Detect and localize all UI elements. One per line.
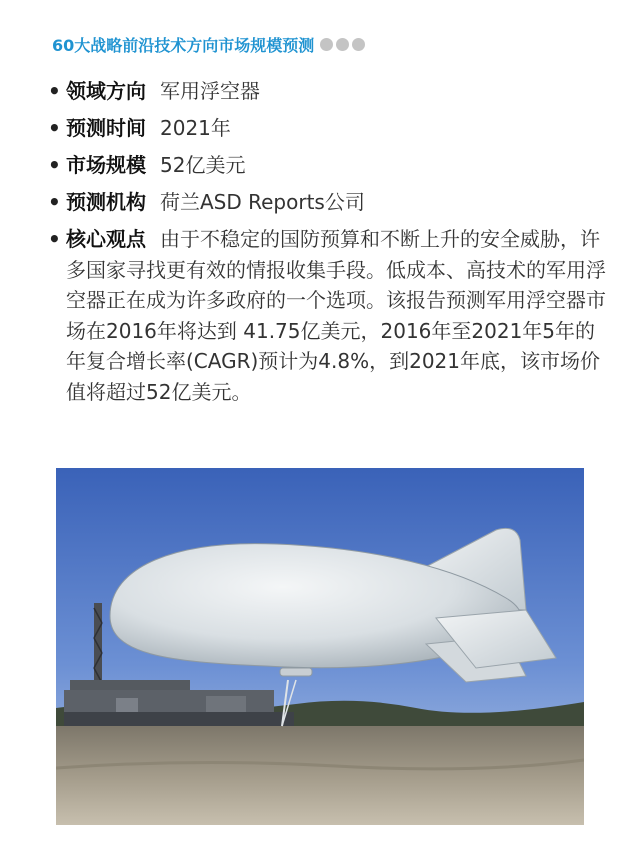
- list-item-forecast-time: [48, 113, 608, 143]
- ground: [56, 726, 584, 825]
- list-item-domain: [48, 76, 608, 106]
- bullet-icon: •: [48, 79, 61, 103]
- item-label: 市场规模: [66, 153, 146, 177]
- bullet-icon: •: [48, 190, 61, 214]
- dot-icon: [320, 38, 333, 51]
- item-label: 预测时间: [66, 116, 146, 140]
- item-label: 预测机构: [66, 190, 146, 214]
- item-value: 2021年: [160, 116, 231, 140]
- aerostat-image: [56, 468, 584, 825]
- page-title: 60大战略前沿技术方向市场规模预测: [52, 35, 315, 55]
- item-label: 领域方向: [66, 79, 146, 103]
- page-header: [52, 30, 368, 58]
- item-label: 核心观点: [66, 227, 146, 251]
- list-item-core-view: [48, 224, 608, 407]
- bullet-icon: •: [48, 227, 61, 251]
- item-value: 荷兰ASD Reports公司: [160, 190, 365, 214]
- bullet-icon: •: [48, 116, 61, 140]
- item-value: 军用浮空器: [160, 79, 260, 103]
- list-item-market-size: [48, 150, 608, 180]
- bullet-icon: •: [48, 153, 61, 177]
- gondola: [280, 668, 312, 676]
- dot-icon: [352, 38, 365, 51]
- dot-icon: [336, 38, 349, 51]
- aerostat-photo: [56, 468, 584, 825]
- decorative-dots: [320, 38, 368, 51]
- list-item-forecast-agency: [48, 187, 608, 217]
- item-value: 52亿美元: [160, 153, 246, 177]
- info-list: [48, 76, 608, 407]
- core-view-text: 由于不稳定的国防预算和不断上升的安全威胁，许多国家寻找更有效的情报收集手段。低成本、高技术的军用浮空器正在成为许多政府的一个选项。该报告预测军用浮空器市场在2016年将达到 41.75亿美元，2016年至2021年5年的年复合增长率(CAGR)预计为4.8%，到2021年底，该市场价值将超过52亿美元。: [66, 227, 606, 404]
